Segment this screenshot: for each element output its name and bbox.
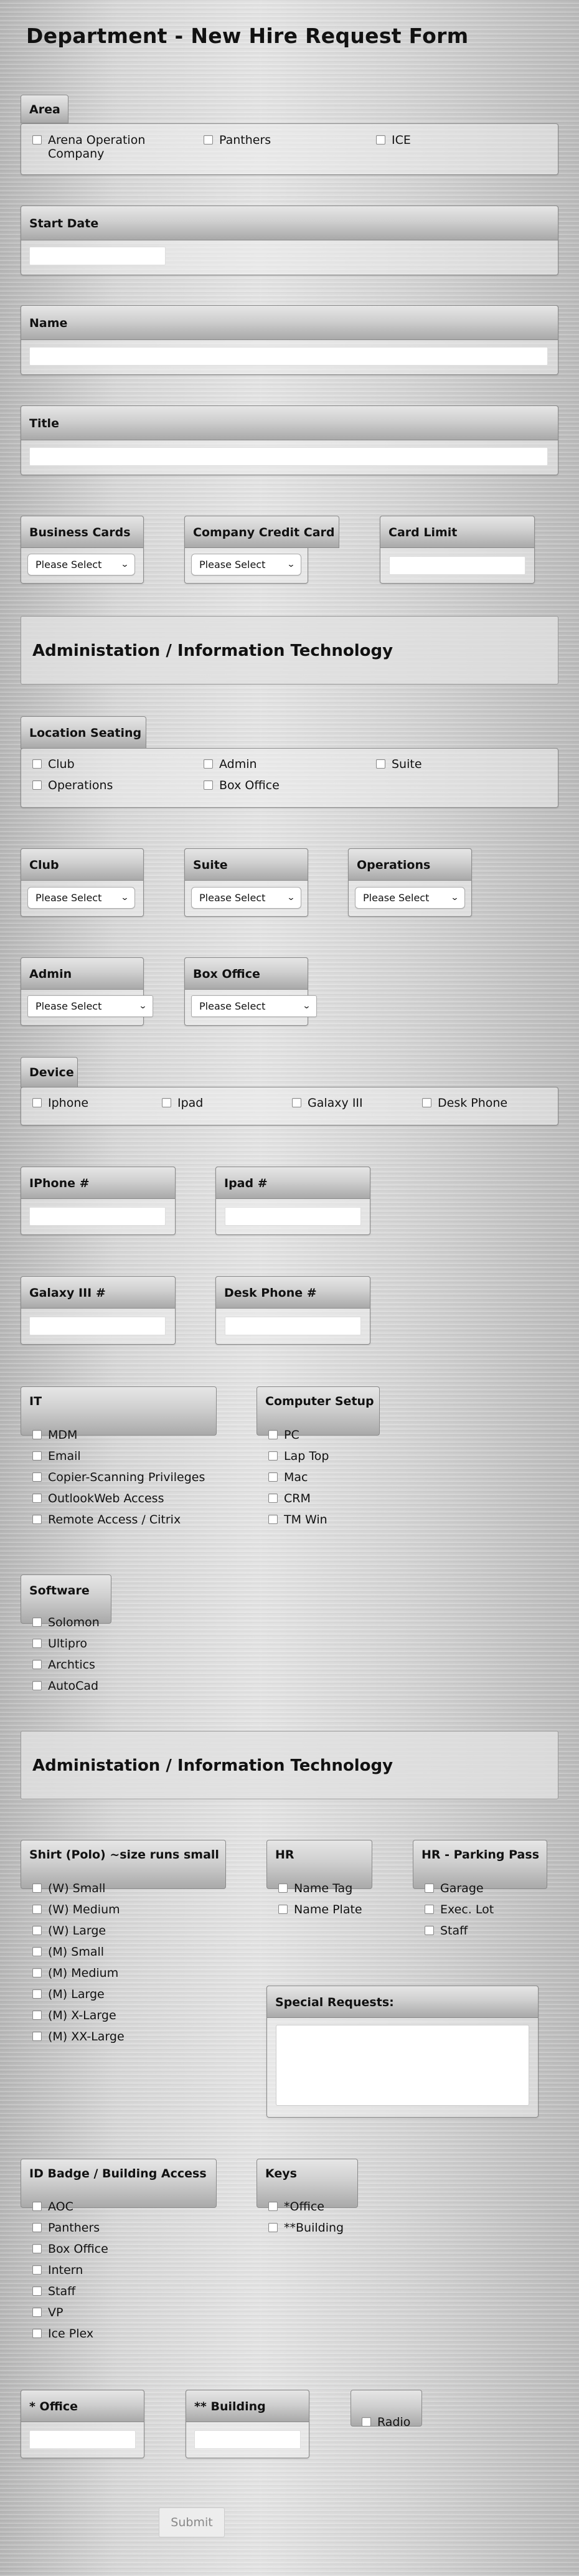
start-date-input[interactable]	[29, 247, 166, 265]
area-option-arena-operation[interactable]	[32, 133, 166, 161]
checkbox[interactable]	[32, 2265, 42, 2275]
checkbox[interactable]	[32, 1989, 42, 1999]
checkbox[interactable]	[268, 1494, 278, 1503]
software-option-archtics[interactable]	[32, 1658, 95, 1672]
keys-option-building[interactable]	[268, 2221, 344, 2235]
checkbox[interactable]	[268, 2223, 278, 2232]
checkbox[interactable]	[32, 1660, 42, 1669]
option-label: Mac	[284, 1470, 308, 1484]
select-value: Please Select	[35, 559, 102, 571]
club-header: Club	[21, 848, 144, 881]
hr-header: HR	[266, 1840, 372, 1889]
chevron-down-icon: ⌄	[286, 560, 296, 569]
seating-option-box-office[interactable]	[204, 779, 280, 792]
chevron-down-icon: ⌄	[138, 1002, 148, 1011]
checkbox[interactable]	[32, 1639, 42, 1648]
software-option-ultipro[interactable]	[32, 1637, 87, 1650]
checkbox[interactable]	[204, 759, 213, 769]
chevron-down-icon: ⌄	[302, 1002, 311, 1011]
option-label: Staff	[440, 1924, 468, 1938]
option-label: Club	[48, 757, 75, 771]
option-label: Copier-Scanning Privileges	[48, 1470, 205, 1484]
desk-phone-number-header: Desk Phone #	[215, 1276, 370, 1309]
checkbox[interactable]	[32, 780, 42, 790]
section-banner-admin-it-2: Administation / Information Technology	[21, 1731, 558, 1799]
option-label: CRM	[284, 1492, 311, 1505]
option-label: PC	[284, 1428, 299, 1442]
desk-phone-number-input[interactable]	[225, 1317, 361, 1335]
id-badge-header: ID Badge / Building Access	[21, 2159, 217, 2208]
chevron-down-icon: ⌄	[450, 893, 459, 902]
keys-option-office[interactable]	[268, 2200, 324, 2214]
checkbox[interactable]	[292, 1098, 301, 1107]
shirt-option-m-large[interactable]	[32, 1987, 105, 2001]
checkbox[interactable]	[32, 1494, 42, 1503]
badge-option-ice-plex[interactable]	[32, 2327, 93, 2341]
shirt-option-m-small[interactable]	[32, 1945, 104, 1959]
it-option-outlook[interactable]	[32, 1492, 164, 1505]
checkbox[interactable]	[32, 2010, 42, 2020]
option-label: VP	[48, 2306, 64, 2319]
option-label: OutlookWeb Access	[48, 1492, 164, 1505]
checkbox[interactable]	[32, 1926, 42, 1935]
option-label: **Building	[284, 2221, 344, 2235]
operations-header: Operations	[348, 848, 472, 881]
option-label: Box Office	[219, 779, 280, 792]
checkbox[interactable]	[278, 1883, 288, 1893]
ipad-number-header: Ipad #	[215, 1167, 370, 1199]
shirt-option-w-small[interactable]	[32, 1882, 105, 1895]
shirt-option-w-medium[interactable]	[32, 1903, 120, 1916]
shirt-option-w-large[interactable]	[32, 1924, 106, 1938]
badge-option-box-office[interactable]	[32, 2242, 108, 2256]
select-value: Please Select	[35, 892, 102, 904]
location-seating-section	[21, 748, 558, 808]
computer-setup-header: Computer Setup	[257, 1386, 380, 1436]
option-label: Exec. Lot	[440, 1903, 494, 1916]
option-label: ICE	[392, 133, 411, 147]
hr-parking-header: HR - Parking Pass	[413, 1840, 547, 1889]
checkbox[interactable]	[376, 759, 385, 769]
admin-select[interactable]	[27, 995, 153, 1017]
option-label: TM Win	[284, 1513, 327, 1527]
area-option-ice[interactable]	[376, 133, 411, 147]
option-label: (M) X-Large	[48, 2009, 116, 2022]
submit-button[interactable]: Submit	[159, 2507, 225, 2537]
select-value: Please Select	[35, 1000, 102, 1012]
select-value: Please Select	[199, 892, 266, 904]
badge-option-vp[interactable]	[32, 2306, 63, 2319]
shirt-option-m-xx-large[interactable]	[32, 2030, 125, 2043]
device-option-galaxy[interactable]	[292, 1096, 363, 1110]
option-label: Solomon	[48, 1616, 100, 1629]
checkbox[interactable]	[376, 135, 385, 144]
office-key-input[interactable]	[29, 2430, 136, 2449]
select-value: Please Select	[199, 559, 266, 571]
checkbox[interactable]	[32, 1617, 42, 1627]
select-value: Please Select	[199, 1000, 266, 1012]
device-header: Device	[21, 1057, 78, 1087]
checkbox[interactable]	[278, 1905, 288, 1914]
club-select[interactable]	[27, 887, 135, 909]
option-label: Garage	[440, 1882, 484, 1895]
business-cards-select[interactable]	[27, 554, 135, 575]
device-option-ipad[interactable]	[162, 1096, 203, 1110]
option-label: AutoCad	[48, 1679, 99, 1693]
checkbox[interactable]	[32, 2244, 42, 2253]
option-label: MDM	[48, 1428, 78, 1442]
page-title: Department - New Hire Request Form	[26, 24, 469, 48]
option-label: (M) XX-Large	[48, 2030, 125, 2043]
card-limit-input[interactable]	[389, 556, 525, 575]
seating-option-suite[interactable]	[376, 757, 422, 771]
checkbox[interactable]	[425, 1905, 434, 1914]
option-label: Ultipro	[48, 1637, 87, 1650]
special-requests-header: Special Requests:	[266, 1986, 539, 2018]
option-label: Panthers	[219, 133, 271, 147]
checkbox[interactable]	[32, 1681, 42, 1690]
option-label: Admin	[219, 757, 257, 771]
option-label: Iphone	[48, 1096, 89, 1110]
seating-option-operations[interactable]	[32, 779, 113, 792]
option-label: Email	[48, 1449, 81, 1463]
office-key-header: * Office	[21, 2390, 144, 2422]
admin-header: Admin	[21, 957, 144, 990]
checkbox[interactable]	[32, 759, 42, 769]
area-option-panthers[interactable]	[204, 133, 271, 147]
card-limit-header: Card Limit	[380, 516, 535, 548]
option-label: Arena Operation Company	[48, 133, 146, 161]
checkbox[interactable]	[268, 2202, 278, 2211]
checkbox[interactable]	[425, 1926, 434, 1935]
badge-option-staff[interactable]	[32, 2285, 75, 2298]
option-label: Intern	[48, 2263, 83, 2277]
software-option-solomon[interactable]	[32, 1616, 100, 1629]
checkbox[interactable]	[32, 1451, 42, 1461]
chevron-down-icon: ⌄	[120, 560, 129, 569]
title-header: Title	[21, 405, 558, 440]
shirt-option-m-medium[interactable]	[32, 1966, 118, 1980]
chevron-down-icon: ⌄	[286, 893, 296, 902]
checkbox[interactable]	[32, 1098, 42, 1107]
company-credit-card-header: Company Credit Card	[184, 516, 339, 548]
ipad-number-input[interactable]	[225, 1207, 361, 1226]
option-label: Ipad	[177, 1096, 204, 1110]
box-office-select[interactable]	[191, 995, 317, 1017]
checkbox[interactable]	[32, 2329, 42, 2338]
checkbox[interactable]	[32, 2202, 42, 2211]
parking-option-garage[interactable]	[425, 1882, 484, 1895]
checkbox[interactable]	[32, 1883, 42, 1893]
checkbox[interactable]	[32, 135, 42, 144]
checkbox[interactable]	[268, 1515, 278, 1524]
option-label: Radio	[377, 2415, 411, 2429]
checkbox[interactable]	[32, 1947, 42, 1956]
hr-option-name-tag[interactable]	[278, 1882, 352, 1895]
option-label: (M) Medium	[48, 1966, 119, 1980]
option-label: (W) Small	[48, 1882, 106, 1895]
it-header: IT	[21, 1386, 217, 1436]
select-value: Please Select	[363, 892, 430, 904]
computer-option-tm-win[interactable]	[268, 1513, 327, 1527]
start-date-header: Start Date	[21, 206, 558, 240]
building-key-input[interactable]	[194, 2430, 301, 2449]
checkbox[interactable]	[32, 1905, 42, 1914]
badge-option-aoc[interactable]	[32, 2200, 73, 2214]
area-header: Area	[21, 95, 68, 123]
checkbox[interactable]	[32, 2308, 42, 2317]
checkbox[interactable]	[425, 1883, 434, 1893]
option-label: AOC	[48, 2200, 73, 2214]
checkbox[interactable]	[32, 1968, 42, 1977]
hr-option-name-plate[interactable]	[278, 1903, 362, 1916]
option-label: Ice Plex	[48, 2327, 94, 2341]
title-input[interactable]	[29, 447, 548, 466]
checkbox[interactable]	[32, 2223, 42, 2232]
checkbox[interactable]	[162, 1098, 171, 1107]
box-office-header: Box Office	[184, 957, 308, 990]
option-label: Suite	[392, 757, 422, 771]
option-label: Operations	[48, 779, 113, 792]
checkbox[interactable]	[32, 1515, 42, 1524]
shirt-header: Shirt (Polo) ~size runs small	[21, 1840, 226, 1889]
galaxy-number-header: Galaxy III #	[21, 1276, 176, 1309]
option-label: Desk Phone	[438, 1096, 508, 1110]
checkbox[interactable]	[32, 2032, 42, 2041]
option-label: Lap Top	[284, 1449, 329, 1463]
it-option-mdm[interactable]	[32, 1428, 77, 1442]
special-requests-textarea[interactable]	[276, 2025, 529, 2106]
option-label: (M) Large	[48, 1987, 105, 2001]
company-credit-card-select[interactable]	[191, 554, 301, 575]
checkbox[interactable]	[204, 780, 213, 790]
software-option-autocad[interactable]	[32, 1679, 98, 1693]
it-option-remote-access[interactable]	[32, 1513, 181, 1527]
badge-option-intern[interactable]	[32, 2263, 83, 2277]
business-cards-header: Business Cards	[21, 516, 144, 548]
checkbox[interactable]	[268, 1451, 278, 1461]
seating-option-admin[interactable]	[204, 757, 257, 771]
option-label: Staff	[48, 2285, 76, 2298]
option-label: (M) Small	[48, 1945, 105, 1959]
galaxy-number-input[interactable]	[29, 1317, 166, 1335]
operations-select[interactable]	[355, 887, 465, 909]
option-label: Galaxy III	[308, 1096, 363, 1110]
name-input[interactable]	[29, 347, 548, 366]
option-label: Box Office	[48, 2242, 108, 2256]
checkbox[interactable]	[268, 1472, 278, 1482]
parking-option-exec-lot[interactable]	[425, 1903, 494, 1916]
it-option-copier[interactable]	[32, 1470, 205, 1484]
option-label: Name Tag	[294, 1882, 353, 1895]
badge-option-panthers[interactable]	[32, 2221, 100, 2235]
checkbox[interactable]	[362, 2417, 371, 2427]
option-label: *Office	[284, 2200, 324, 2214]
chevron-down-icon: ⌄	[120, 893, 129, 902]
checkbox[interactable]	[32, 1472, 42, 1482]
computer-option-mac[interactable]	[268, 1470, 308, 1484]
software-header: Software	[21, 1574, 111, 1624]
seating-option-club[interactable]	[32, 757, 75, 771]
name-header: Name	[21, 305, 558, 340]
option-label: (W) Medium	[48, 1903, 120, 1916]
parking-option-staff[interactable]	[425, 1924, 468, 1938]
building-key-header: ** Building	[186, 2390, 309, 2422]
section-banner-admin-it: Administation / Information Technology	[21, 616, 558, 684]
checkbox[interactable]	[204, 135, 213, 144]
iphone-number-input[interactable]	[29, 1207, 166, 1226]
option-label: Name Plate	[294, 1903, 362, 1916]
device-option-desk-phone[interactable]	[422, 1096, 507, 1110]
option-label: (W) Large	[48, 1924, 106, 1938]
checkbox[interactable]	[422, 1098, 431, 1107]
checkbox[interactable]	[32, 1430, 42, 1439]
keys-header: Keys	[257, 2159, 358, 2208]
it-option-email[interactable]	[32, 1449, 81, 1463]
option-label: Archtics	[48, 1658, 95, 1672]
location-seating-header: Location Seating	[21, 716, 146, 749]
iphone-number-header: IPhone #	[21, 1167, 176, 1199]
computer-option-laptop[interactable]	[268, 1449, 329, 1463]
suite-header: Suite	[184, 848, 308, 881]
checkbox[interactable]	[268, 1430, 278, 1439]
suite-select[interactable]	[191, 887, 301, 909]
option-label: Remote Access / Citrix	[48, 1513, 181, 1527]
checkbox[interactable]	[32, 2286, 42, 2296]
device-option-iphone[interactable]	[32, 1096, 88, 1110]
shirt-option-m-x-large[interactable]	[32, 2009, 116, 2022]
option-label: Panthers	[48, 2221, 100, 2235]
computer-option-crm[interactable]	[268, 1492, 311, 1505]
radio-option[interactable]	[362, 2415, 410, 2429]
computer-option-pc[interactable]	[268, 1428, 299, 1442]
